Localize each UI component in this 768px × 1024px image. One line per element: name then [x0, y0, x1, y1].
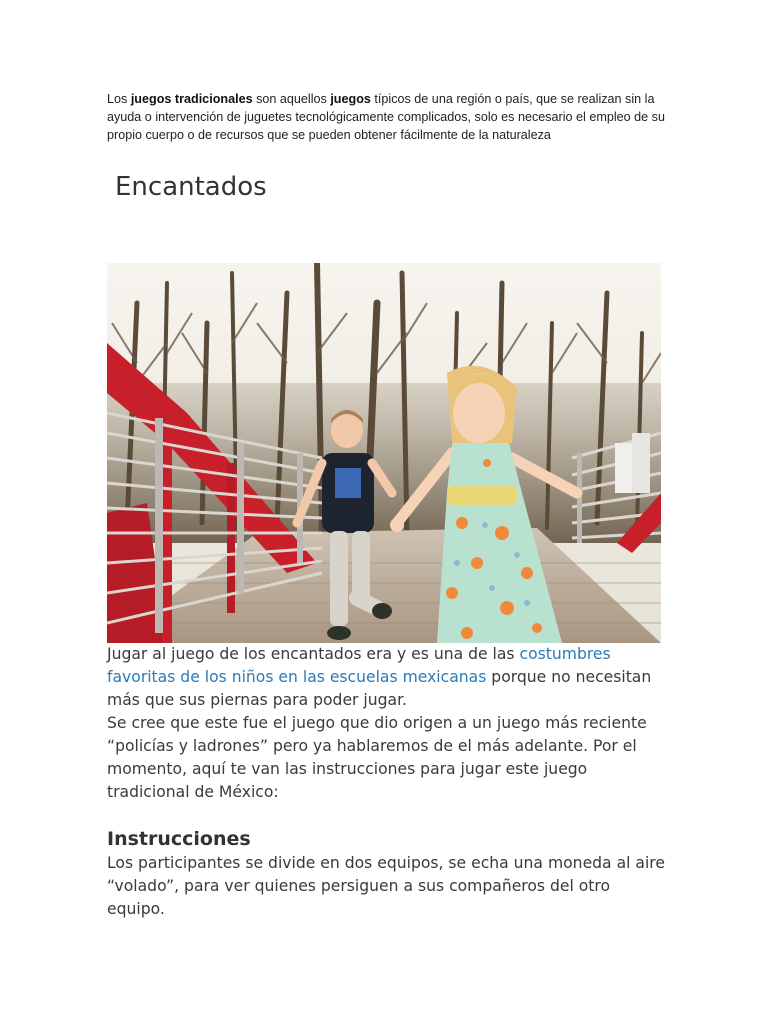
- paragraph-origin: Se cree que este fue el juego que dio origen a un juego más reciente “policías y ladrones” pero ya hablaremos de el más adelante. Por el momento, aquí te van las instrucciones para jugar este juego tradicional de México:: [107, 714, 647, 801]
- intro-bold-juegos: juegos: [330, 92, 371, 106]
- intro-bold-juegos-tradicionales: juegos tradicionales: [130, 92, 253, 106]
- paragraph-intro-encantados: [107, 643, 667, 712]
- paragraph1-text-after: porque no necesitan más que sus piernas para poder jugar.: [107, 668, 652, 709]
- instructions-text: Los participantes se divide en dos equipos, se echa una moneda al aire “volado”, para ver quienes persiguen a sus compañeros del otro equipo.: [107, 854, 665, 918]
- instructions-heading: Instrucciones: [107, 828, 251, 850]
- children-running-photo: [107, 263, 661, 643]
- paragraph1-text-before: Jugar al juego de los encantados era y es una de las: [107, 645, 520, 663]
- intro-paragraph: [107, 90, 667, 144]
- page-title: Encantados: [115, 172, 267, 202]
- costumbres-link[interactable]: costumbres favoritas de los niños en las escuelas mexicanas: [107, 645, 611, 686]
- article-body: [107, 643, 667, 921]
- intro-text-3: típicos de una región o país, que se realizan sin la ayuda o intervención de juguetes tecnológicamente complicados, solo es necesario el empleo de su propio cuerpo o de recursos que se pueden obtener fácilmente de la naturaleza: [107, 92, 665, 142]
- intro-text-1: Los: [107, 92, 131, 106]
- intro-text-2: son aquellos: [252, 92, 331, 106]
